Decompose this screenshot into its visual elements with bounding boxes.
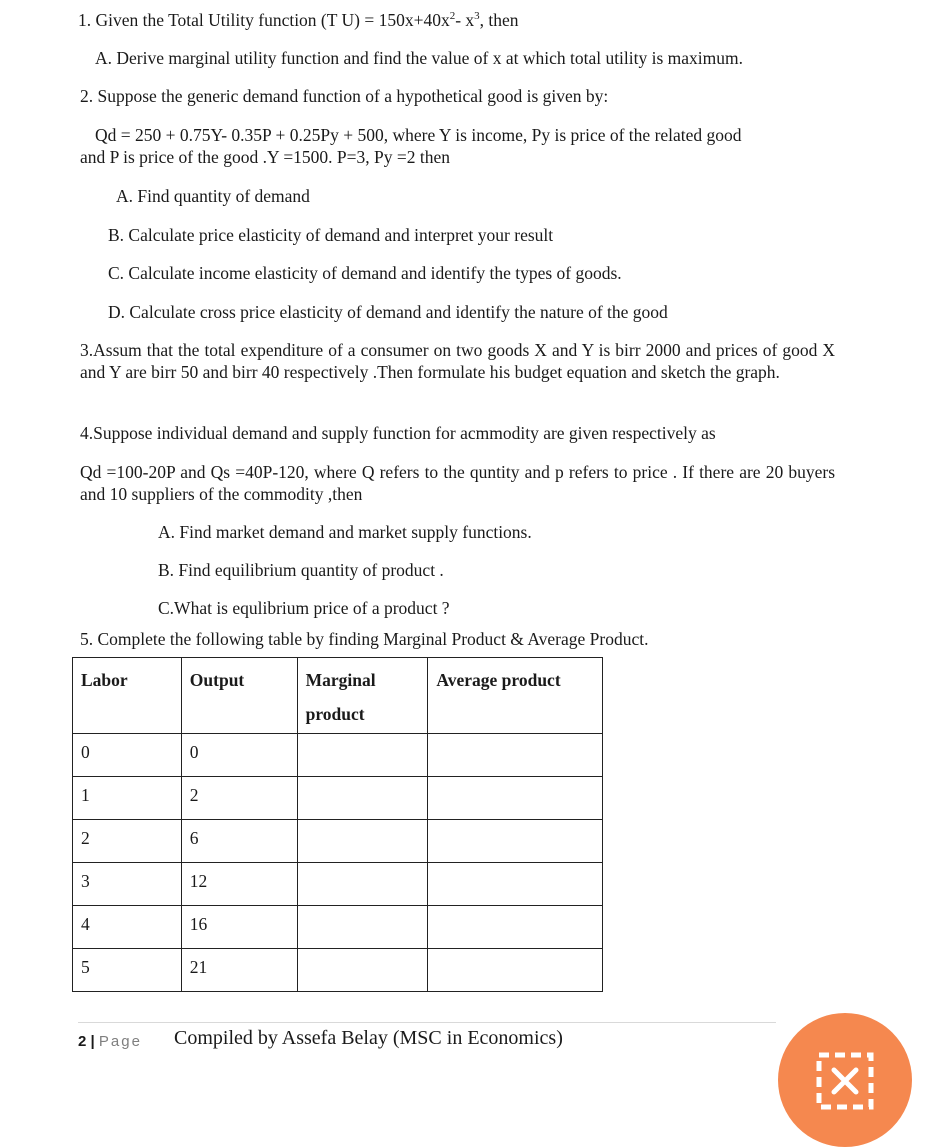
question-3-text: 3.Assum that the total expenditure of a consumer on two goods X and Y is birr 2000 and prices of good X and Y are birr 50 and birr 40 respectively .Then formulate his budget equation and sketch the graph.: [80, 340, 835, 382]
cell-marginal-product[interactable]: [297, 906, 428, 949]
cell-output: 21: [181, 949, 297, 992]
page-number: 2 | Page: [78, 1033, 142, 1050]
product-table: [72, 657, 603, 992]
cell-average-product[interactable]: [428, 734, 603, 777]
cell-average-product[interactable]: [428, 820, 603, 863]
header-labor: Labor: [73, 658, 182, 734]
cell-labor: 5: [73, 949, 182, 992]
cell-average-product[interactable]: [428, 863, 603, 906]
cell-output: 12: [181, 863, 297, 906]
question-1-part-a: A. Derive marginal utility function and find the value of x at which total utility is maximum.: [95, 48, 744, 68]
cell-marginal-product[interactable]: [297, 734, 428, 777]
cell-average-product[interactable]: [428, 777, 603, 820]
question-2-part-b: B. Calculate price elasticity of demand and interpret your result: [108, 225, 554, 245]
table-row: [73, 820, 603, 863]
question-2-part-a: A. Find quantity of demand: [116, 186, 310, 206]
table-row: [73, 906, 603, 949]
cell-output: 6: [181, 820, 297, 863]
question-4-part-c: C.What is equlibrium price of a product ?: [158, 598, 450, 618]
question-5-stem: 5. Complete the following table by finding Marginal Product & Average Product.: [80, 629, 649, 649]
cell-labor: 2: [73, 820, 182, 863]
table-row: [73, 949, 603, 992]
question-2-part-c: C. Calculate income elasticity of demand and identify the types of goods.: [108, 263, 622, 283]
cell-marginal-product[interactable]: [297, 820, 428, 863]
cell-average-product[interactable]: [428, 906, 603, 949]
question-2-equation-line2: and P is price of the good .Y =1500. P=3, Py =2 then: [80, 147, 451, 167]
question-2-stem: 2. Suppose the generic demand function of a hypothetical good is given by:: [80, 86, 609, 106]
question-4-part-a: A. Find market demand and market supply functions.: [158, 522, 532, 542]
cell-labor: 1: [73, 777, 182, 820]
footer-divider: [78, 1022, 776, 1023]
cell-output: 0: [181, 734, 297, 777]
table-row: [73, 863, 603, 906]
header-marginal-product: Marginal product: [297, 658, 428, 734]
header-output: Output: [181, 658, 297, 734]
cell-marginal-product[interactable]: [297, 777, 428, 820]
question-4-detail: Qd =100-20P and Qs =40P-120, where Q refers to the quntity and p refers to price . If there are 20 buyers and 10 suppliers of the commodity ,then: [80, 462, 835, 504]
crop-x-icon: [815, 1051, 875, 1111]
cell-marginal-product[interactable]: [297, 863, 428, 906]
cell-output: 16: [181, 906, 297, 949]
cell-labor: 4: [73, 906, 182, 949]
table-row: [73, 734, 603, 777]
cell-average-product[interactable]: [428, 949, 603, 992]
floating-action-button[interactable]: [778, 1013, 912, 1147]
cell-marginal-product[interactable]: [297, 949, 428, 992]
cell-labor: 0: [73, 734, 182, 777]
question-2-part-d: D. Calculate cross price elasticity of demand and identify the nature of the good: [108, 302, 668, 322]
table-header-row: [73, 658, 603, 734]
header-average-product: Average product: [428, 658, 603, 734]
table-row: [73, 777, 603, 820]
question-1-stem: 1. Given the Total Utility function (T $U) = 150x+40x^2-$ $x^3$, then: [78, 10, 519, 30]
footer-credit: Compiled by Assefa Belay (MSC in Economics): [174, 1027, 563, 1049]
cell-output: 2: [181, 777, 297, 820]
cell-labor: 3: [73, 863, 182, 906]
question-2-equation-line1: Qd = 250 + 0.75Y- 0.35P + 0.25Py + 500, where Y is income, Py is price of the related good: [95, 125, 742, 145]
question-4-stem: 4.Suppose individual demand and supply function for acmmodity are given respectively as: [80, 423, 716, 443]
question-4-part-b: B. Find equilibrium quantity of product .: [158, 560, 444, 580]
